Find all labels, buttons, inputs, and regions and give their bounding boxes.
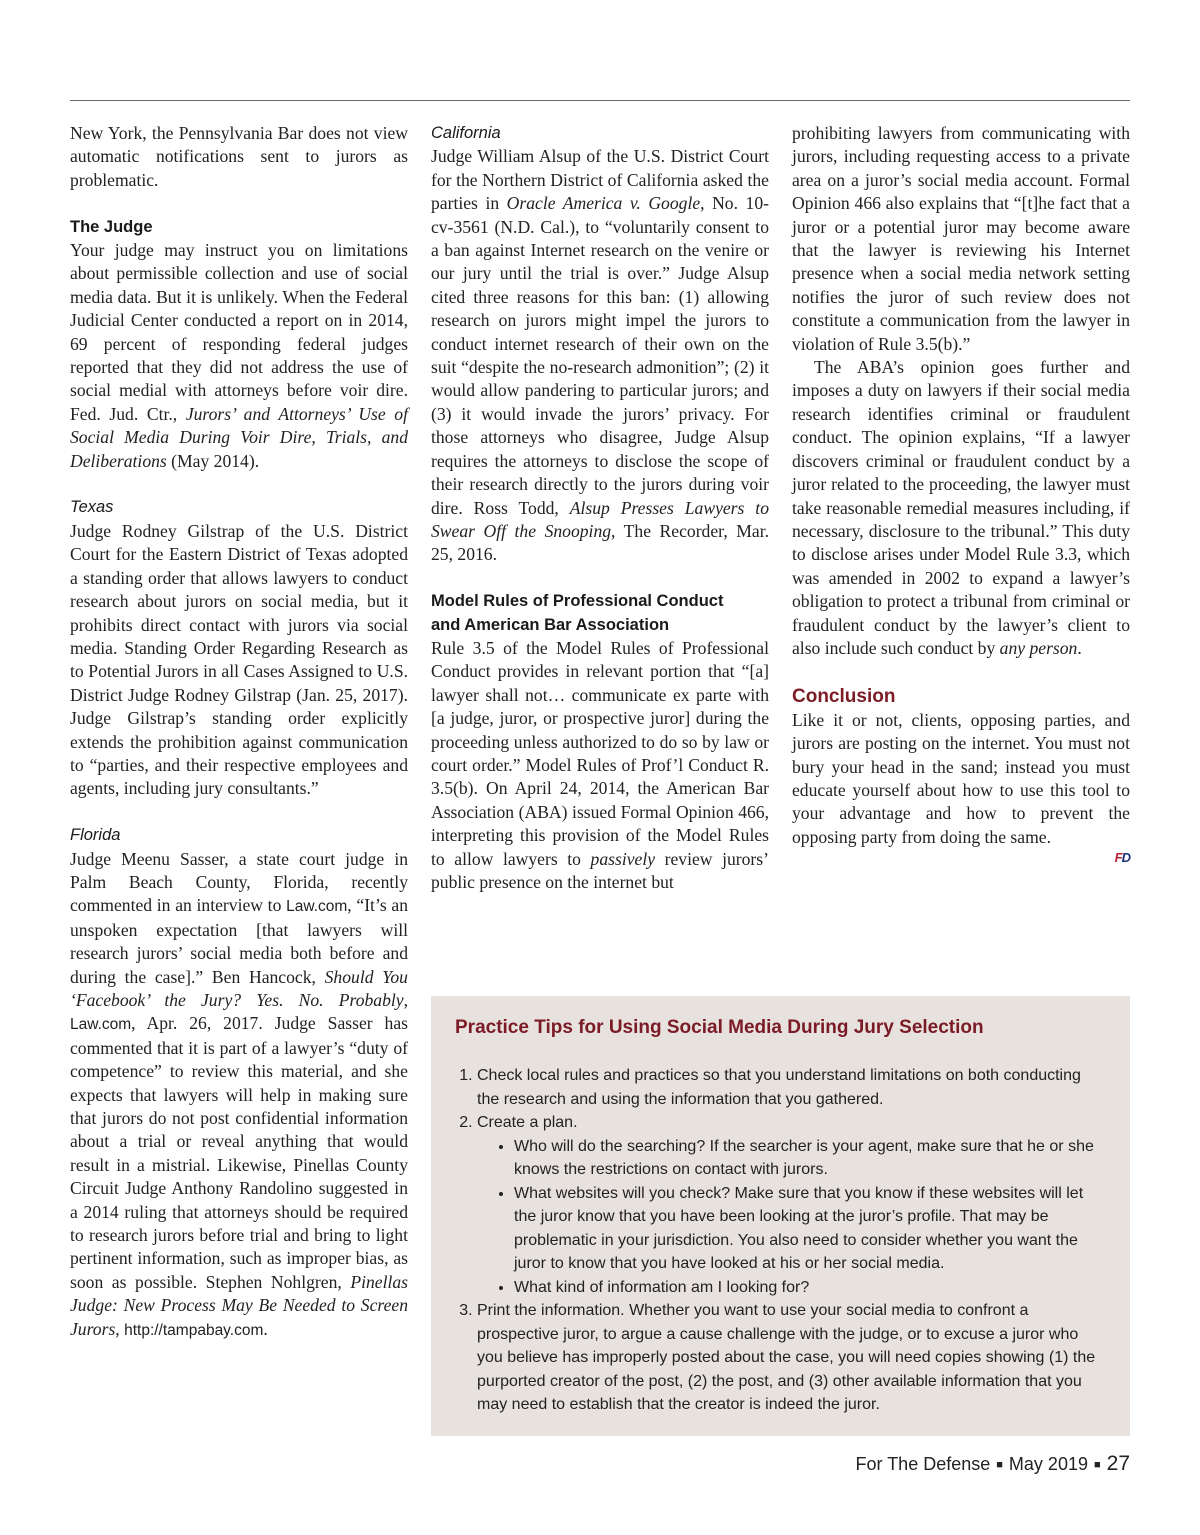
florida-text: . bbox=[263, 1318, 268, 1339]
column-2 bbox=[431, 122, 769, 894]
practice-tips-list bbox=[455, 1064, 1106, 1417]
california-text: , The Recorder, Mar. 25, 2016. bbox=[431, 520, 769, 565]
judge-citation-title: Jurors’ and Attorneys’ Use of Social Media During Voir Dire, Trials, and Deliberations bbox=[70, 403, 408, 471]
florida-paragraph bbox=[70, 848, 408, 1343]
texas-paragraph: Judge Rodney Gilstrap of the U.S. District Court for the Eastern District of Texas adopted a standing order that allows lawyers to conduct research about jurors on social media, but it prohibits direct contact with jurors via social media. Standing Order Regarding Research as to Potential Jurors in all Cases Assigned to U.S. District Judge Rodney Gilstrap (Jan. 25, 2017). Judge Gilstrap’s standing order explicitly extends the prohibition against communication to “parties, and their respective employees and agents, including jury consultants.” bbox=[70, 520, 408, 799]
heading-model-rules-line2: and American Bar Association bbox=[431, 615, 670, 634]
law-com-link[interactable]: Law.com bbox=[286, 898, 348, 916]
fd-end-mark-icon bbox=[792, 849, 1130, 867]
law-com-link[interactable]: Law.com bbox=[70, 1016, 132, 1034]
florida-text: , bbox=[115, 1318, 125, 1339]
florida-citation-title: Should You ‘Facebook’ the Jury? Yes. No. Probably bbox=[70, 966, 408, 1010]
header-rule bbox=[70, 100, 1130, 101]
florida-citation-title: Pinellas Judge: New Process May Be Needed to Screen Jurors bbox=[70, 1271, 408, 1339]
case-name: Oracle America v. Google bbox=[506, 193, 701, 214]
heading-the-judge: The Judge bbox=[70, 217, 153, 236]
tip-subitem: • What websites will you check? Make sure that you know if these websites will let the juror know that you have been looking at the juror’s profile. That may be problematic in your jurisdiction. You also need to consider whether you want the juror to know that you have looked at his or her social media. bbox=[514, 1182, 1106, 1276]
california-citation-title: Alsup Presses Lawyers to Swear Off the Snooping bbox=[431, 497, 769, 541]
florida-text: Judge Meenu Sasser, a state court judge in Palm Beach County, Florida, recently commented in an interview to bbox=[70, 848, 408, 916]
aba-paragraph bbox=[792, 356, 1130, 660]
judge-paragraph bbox=[70, 239, 408, 473]
model-rules-emphasis: passively bbox=[590, 848, 656, 869]
tip-item-text: Create a plan. bbox=[477, 1114, 578, 1131]
heading-model-rules-line1: Model Rules of Professional Conduct bbox=[431, 592, 724, 611]
florida-text: , “It’s an unspoken expectation [that lawyers will research jurors’ social media both before and during the case].” Ben Hancock, bbox=[70, 895, 409, 987]
tip-item: 3. Print the information. Whether you want to use your social media to confront a prospective juror, to argue a cause challenge with the judge, or to excuse a juror who you believe has improperly posted about the case, you will need copies showing (1) the purported creator of the post, (2) the post, and (3) other available information that you may need to establish that the creator is indeed the juror. bbox=[477, 1299, 1106, 1417]
heading-florida: Florida bbox=[70, 826, 121, 845]
heading-conclusion: Conclusion bbox=[792, 686, 896, 708]
florida-text: , Apr. 26, 2017. Judge Sasser has commented that it is part of a lawyer’s “duty of competence” to review this material, and she expects that lawyers will help in making sure that jurors do not post confidential information about a trial or reveal anything that would result in a mistrial. Likewise, Pinellas County Circuit Judge Anthony Randolino suggested in a 2014 ruling that attorneys should be required to research jurors before trial and bring to light pertinent information, such as improper bias, as soon as possible. Stephen Nohlgren, bbox=[70, 1013, 408, 1292]
tip-item: 1. Check local rules and practices so that you understand limitations on both conducting the research and using the information that you gathered. bbox=[477, 1064, 1106, 1111]
column-3 bbox=[792, 122, 1130, 867]
heading-texas: Texas bbox=[70, 498, 114, 517]
separator-icon: ■ bbox=[996, 1459, 1003, 1472]
column-1 bbox=[70, 122, 408, 1342]
publication-name: For The Defense bbox=[855, 1454, 991, 1474]
logo-letter-d: D bbox=[1121, 850, 1130, 866]
logo-letter-f: F bbox=[1114, 850, 1122, 866]
model-rules-text: review jurors’ public presence on the internet but bbox=[431, 848, 770, 892]
model-rules-paragraph bbox=[431, 637, 769, 894]
judge-text: Your judge may instruct you on limitations about permissible collection and use of social media data. But it is unlikely. When the Federal Judicial Center conducted a report on in 2014, 69 percent of responding federal judges reported that they did not address the use of social medial with attorneys before voir dire. Fed. Jud. Ctr., bbox=[70, 240, 408, 424]
tip-subitem: • Who will do the searching? If the searcher is your agent, make sure that he or she knows the restrictions on contact with jurors. bbox=[514, 1135, 1106, 1182]
heading-california: California bbox=[431, 124, 501, 142]
florida-text: , bbox=[403, 989, 408, 1010]
opinion-paragraph: prohibiting lawyers from communicating with jurors, including requesting access to a private area on a juror’s social media account. Formal Opinion 466 also explains that “[t]he fact that a juror or a potential juror may become aware that the lawyer is reviewing his Internet presence when a social media network setting notifies the juror of such review does not constitute a communication from the lawyer in violation of Rule 3.5(b).” bbox=[792, 123, 1130, 354]
aba-text: . bbox=[1077, 637, 1082, 658]
model-rules-text: Rule 3.5 of the Model Rules of Professional Conduct provides in relevant portion that “[a] lawyer shall not… communicate ex parte with [a judge, juror, or prospective juror] during the proceeding unless authorized to do so by law or court order.” Model Rules of Prof’l Conduct R. 3.5(b). On April 24, 2014, the American Bar Association (ABA) issued Formal Opinion 466, interpreting this provision of the Model Rules to allow lawyers to bbox=[431, 637, 769, 869]
separator-icon: ■ bbox=[1093, 1459, 1101, 1472]
practice-tips-box bbox=[431, 996, 1130, 1436]
tip-subitem: • What kind of information am I looking for? bbox=[514, 1276, 1106, 1300]
issue-date: May 2019 bbox=[1008, 1454, 1088, 1474]
tip-sublist bbox=[477, 1135, 1106, 1300]
california-text: Judge William Alsup of the U.S. District Court for the Northern District of California asked the parties in bbox=[431, 146, 769, 214]
heading-model-rules bbox=[431, 590, 769, 637]
aba-emphasis: any person bbox=[999, 637, 1078, 658]
judge-text-end: (May 2014). bbox=[166, 450, 260, 471]
california-text: , No. 10-cv-3561 (N.D. Cal.), to “voluntarily consent to a ban against Internet research on the venire or our jury until the trial is over.” Judge Alsup cited three reasons for this ban: (1) allowing research on jurors might impel the jurors to conduct internet research of their own on the suit “despite the no-research admonition”; (2) it would allow pandering to particular jurors; and (3) it would invade the jurors’ privacy. For those attorneys who disagree, Judge Alsup requires the attorneys to disclose the scope of their research directly to the jurors during voir dire. Ross Todd, bbox=[431, 193, 769, 518]
tampabay-link[interactable]: http://tampabay.com bbox=[124, 1321, 264, 1339]
california-paragraph bbox=[431, 145, 769, 566]
conclusion-paragraph: Like it or not, clients, opposing parties, and jurors are posting on the internet. You must not bury your head in the sand; instead you must educate yourself about how to use this tool to your advantage and how to prevent the opposing party from doing the same. bbox=[792, 709, 1130, 847]
aba-text: The ABA’s opinion goes further and imposes a duty on lawyers if their social media research identifies criminal or fraudulent conduct. The opinion explains, “If a lawyer discovers criminal or fraudulent conduct by a juror related to the proceeding, the lawyer must take reasonable remedial measures including, if necessary, disclosure to the tribunal.” This duty to disclose arises under Model Rule 3.3, which was amended in 2002 to expand a lawyer’s obligation to protect a tribunal from criminal or fraudulent conduct by the lawyer’s client to also include such conduct by bbox=[792, 357, 1130, 658]
practice-tips-title: Practice Tips for Using Social Media During Jury Selection bbox=[455, 1017, 984, 1038]
page-footer bbox=[856, 1452, 1130, 1476]
page-number: 27 bbox=[1106, 1452, 1130, 1475]
tip-item bbox=[477, 1111, 1106, 1299]
intro-paragraph: New York, the Pennsylvania Bar does not view automatic notifications sent to jurors as problematic. bbox=[70, 123, 408, 190]
